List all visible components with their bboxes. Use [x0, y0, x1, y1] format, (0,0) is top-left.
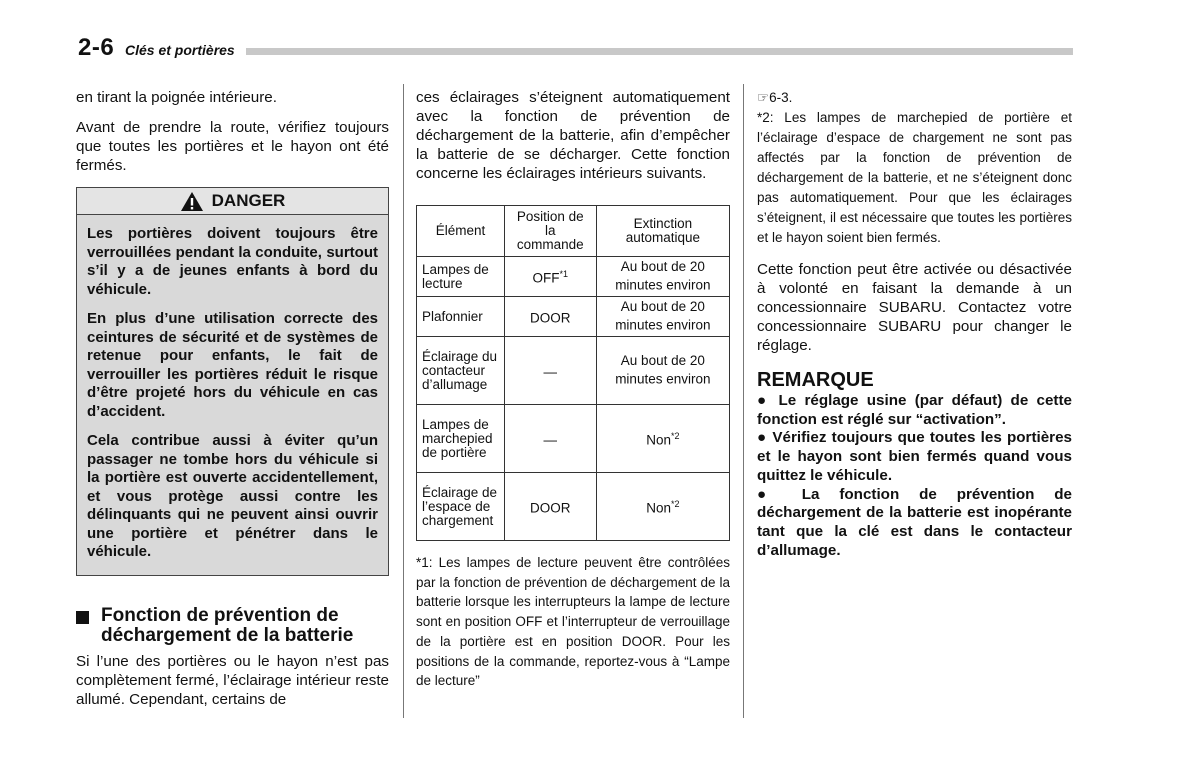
paragraph: ces éclairages s’éteignent automatiquement avec la fonction de prévention de déchargement de la batterie, afin d’empêcher la batterie de se décharger. Cette fonction concerne les éclairages intérieurs suivants. — [416, 89, 730, 182]
cell-element: Lampes de lecture — [417, 257, 505, 297]
danger-label: DANGER — [211, 191, 286, 210]
warning-triangle-icon — [180, 191, 204, 212]
remarque-item: ● La fonction de prévention de déchargement de la batterie est inopérante tant que la clé est dans le contacteur d’allumage. — [757, 485, 1072, 559]
cell-position: OFF$^{*1}$ — [504, 257, 596, 297]
cell-extinction: Non$^{*2}$ — [596, 473, 729, 541]
cell-element: Lampes de marchepied de portière — [417, 405, 505, 473]
footnote: *2: Les lampes de marchepied de portière et l’éclairage d’espace de chargement ne sont pas affectés par la fonction de prévention de déchargement de la batterie, et ne s’éteignent donc pas automatiquement. Pour que les éclairages s’éteignent, il est nécessaire que toutes les portières et le hayon soient bien fermés. — [757, 110, 1072, 245]
paragraph: Avant de prendre la route, vérifiez toujours que toutes les portières et le hayon ont été fermés. — [76, 119, 389, 174]
paragraph: Cette fonction peut être activée ou désactivée à volonté en faisant la demande à un concessionnaire SUBARU. Contactez votre concessionnaire SUBARU pour changer le réglage. — [757, 261, 1072, 354]
footnote: *1: Les lampes de lecture peuvent être contrôlées par la fonction de prévention de déchargement de la batterie lorsque les interrupteurs la lampe de lecture sont en position OFF et l’interrupteur de verrouillage de la portière est en position DOOR. Pour les positions de la commande, reportez-vous à “Lampe de lecture” — [416, 555, 730, 689]
cell-element: Éclairage du contacteur d’allumage — [417, 337, 505, 405]
table-row — [417, 405, 730, 473]
column-middle — [416, 88, 730, 691]
chapter-title: Clés et portières — [125, 42, 235, 58]
paragraph: Si l’une des portières ou le hayon n’est pas complètement fermé, l’éclairage intérieur reste allumé. Cependant, certains de — [76, 652, 389, 708]
header-rule — [246, 48, 1073, 55]
column-divider — [743, 84, 744, 718]
cell-position: — — [504, 337, 596, 405]
cell-position: DOOR — [504, 473, 596, 541]
remarque-title: REMARQUE — [757, 369, 874, 391]
table-row — [417, 297, 730, 337]
section-title: Fonction de prévention de déchargement de la batterie — [101, 604, 354, 646]
remarque-item: ● Le réglage usine (par défaut) de cette fonction est réglé sur “activation”. — [757, 392, 1072, 428]
page-number: 2-6 — [78, 34, 115, 61]
column-left — [76, 88, 389, 709]
cell-extinction: Au bout de 20 minutes environ — [596, 337, 729, 405]
cell-element: Plafonnier — [417, 297, 505, 337]
column-header: Élément — [417, 206, 505, 257]
column-header: Extinction automatique — [596, 206, 729, 257]
danger-box — [76, 187, 389, 576]
paragraph: en tirant la poignée intérieure. — [76, 89, 277, 106]
column-divider — [403, 84, 404, 718]
table-row — [417, 473, 730, 541]
cell-extinction: Non$^{*2}$ — [596, 405, 729, 473]
page-reference: ☞6-3. — [757, 90, 793, 105]
danger-paragraph: Cela contribue aussi à éviter qu’un passager ne tombe hors du véhicule si la portière est ouverte accidentellement, et vous protège aussi contre les délinquants qui ne peuvent ainsi ouvrir une portière et pénétrer dans le véhicule. — [87, 432, 378, 560]
cell-position: DOOR — [504, 297, 596, 337]
lighting-table — [416, 205, 730, 541]
table-row — [417, 257, 730, 297]
cell-extinction: Au bout de 20 minutes environ — [596, 297, 729, 337]
danger-paragraph: Les portières doivent toujours être verrouillées pendant la conduite, surtout s’il y a de jeunes enfants à bord du véhicule. — [87, 225, 378, 298]
section-heading — [76, 606, 389, 646]
danger-header — [77, 188, 388, 215]
column-header: Position de la commande — [504, 206, 596, 257]
cell-element: Éclairage de l’espace de chargement — [417, 473, 505, 541]
cell-position: — — [504, 405, 596, 473]
remarque-list — [757, 392, 1072, 560]
column-right — [757, 88, 1072, 560]
danger-paragraph: En plus d’une utilisation correcte des ceintures de sécurité et de systèmes de retenue pour enfants, le fait de verrouiller les portières réduit le risque d’être projeté hors du véhicule en cas d’accident. — [87, 310, 378, 420]
table-row — [417, 337, 730, 405]
remarque-item: ● Vérifiez toujours que toutes les portières et le hayon sont bien fermés quand vous quittez le véhicule. — [757, 429, 1072, 484]
square-bullet-icon — [76, 611, 89, 624]
cell-extinction: Au bout de 20 minutes environ — [596, 257, 729, 297]
page-header — [78, 34, 1073, 60]
danger-body — [77, 215, 388, 575]
table-header-row — [417, 206, 730, 257]
